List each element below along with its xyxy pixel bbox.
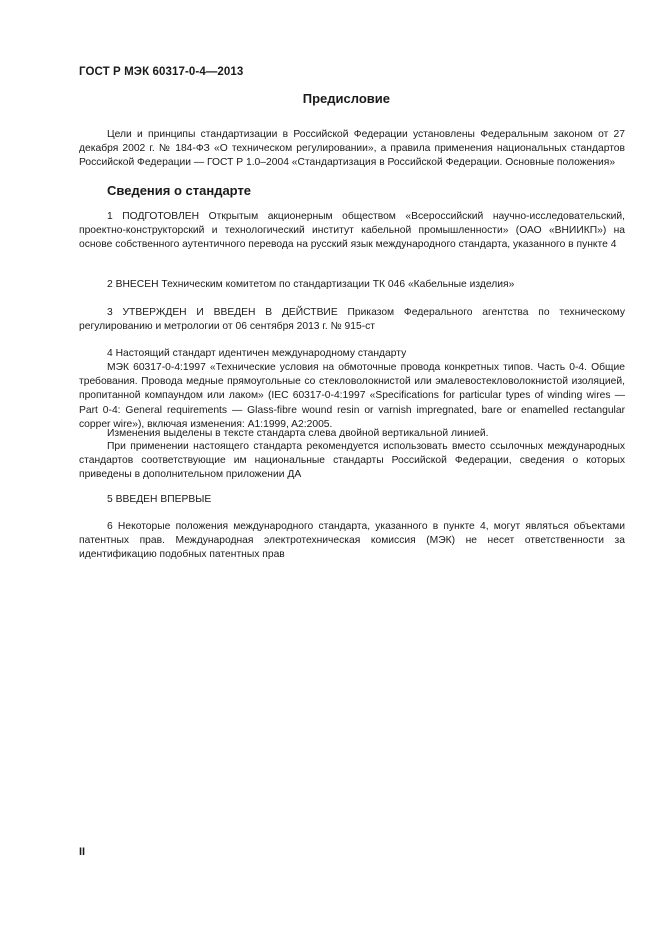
item-4-title: 4 Настоящий стандарт идентичен международному стандарту xyxy=(107,348,407,359)
document-code: ГОСТ Р МЭК 60317-0-4—2013 xyxy=(79,66,244,78)
preface-title-text: Предисловие xyxy=(302,91,390,106)
item-3-approved: 3 УТВЕРЖДЕН И ВВЕДЕН В ДЕЙСТВИЕ Приказом Федерального агентства по техническому регулированию и метрологии от 06 сентября 2013 г. № 915-ст xyxy=(79,307,625,333)
item-5-first-introduced: 5 ВВЕДЕН ВПЕРВЫЕ xyxy=(107,494,212,505)
about-standard-heading: Сведения о стандарте xyxy=(107,183,252,198)
preface-title xyxy=(79,91,625,106)
item-6-patent-rights: 6 Некоторые положения международного стандарта, указанного в пункте 4, могут являться объектами патентных прав. Международная электротехническая комиссия (МЭК) не несет ответственности за идентификацию подобных патентных прав xyxy=(79,521,625,561)
item-1-prepared: 1 ПОДГОТОВЛЕН Открытым акционерным обществом «Всероссийский научно-исследовательский, проектно-конструкторский и технологический институт кабельной промышленности» (ОАО «ВНИИКП») на основе собственного аутентичного перевода на русский язык международного стандарта, указанного в пункте 4 xyxy=(79,211,625,251)
item-4-changes-note: Изменения выделены в тексте стандарта слева двойной вертикальной линией. xyxy=(107,428,489,439)
item-4-reference: МЭК 60317-0-4:1997 «Технические условия на обмоточные провода конкретных типов. Часть 0-4. Общие требования. Провода медные прямоугольные со стекловолокнистой или эмалевостекловолокнистой изоляцией, пропитанной компаундом или лаком» (IEC 60317-0-4:1997 «Specifications for particular types of winding wires — Part 0-4: General requirements — Glass-fibre wound resin or varnish impregnated, bare or enamelled rectangular copper wire»), включая изменения: A1:1999, A2:2005. xyxy=(79,362,625,430)
preface-intro-paragraph: Цели и принципы стандартизации в Российской Федерации установлены Федеральным законом от 27 декабря 2002 г. № 184-ФЗ «О техническом регулировании», а правила применения национальных стандартов Российской Федерации — ГОСТ Р 1.0–2004 «Стандартизация в Российской Федерации. Основные положения» xyxy=(79,129,625,169)
page-number: II xyxy=(79,846,86,858)
item-4-application-note: При применении настоящего стандарта рекомендуется использовать вместо ссылочных международных стандартов соответствующие им национальные стандарты Российской Федерации, сведения о которых приведены в дополнительном приложении ДА xyxy=(79,441,625,481)
item-2-introduced: 2 ВНЕСЕН Техническим комитетом по стандартизации ТК 046 «Кабельные изделия» xyxy=(107,279,515,290)
